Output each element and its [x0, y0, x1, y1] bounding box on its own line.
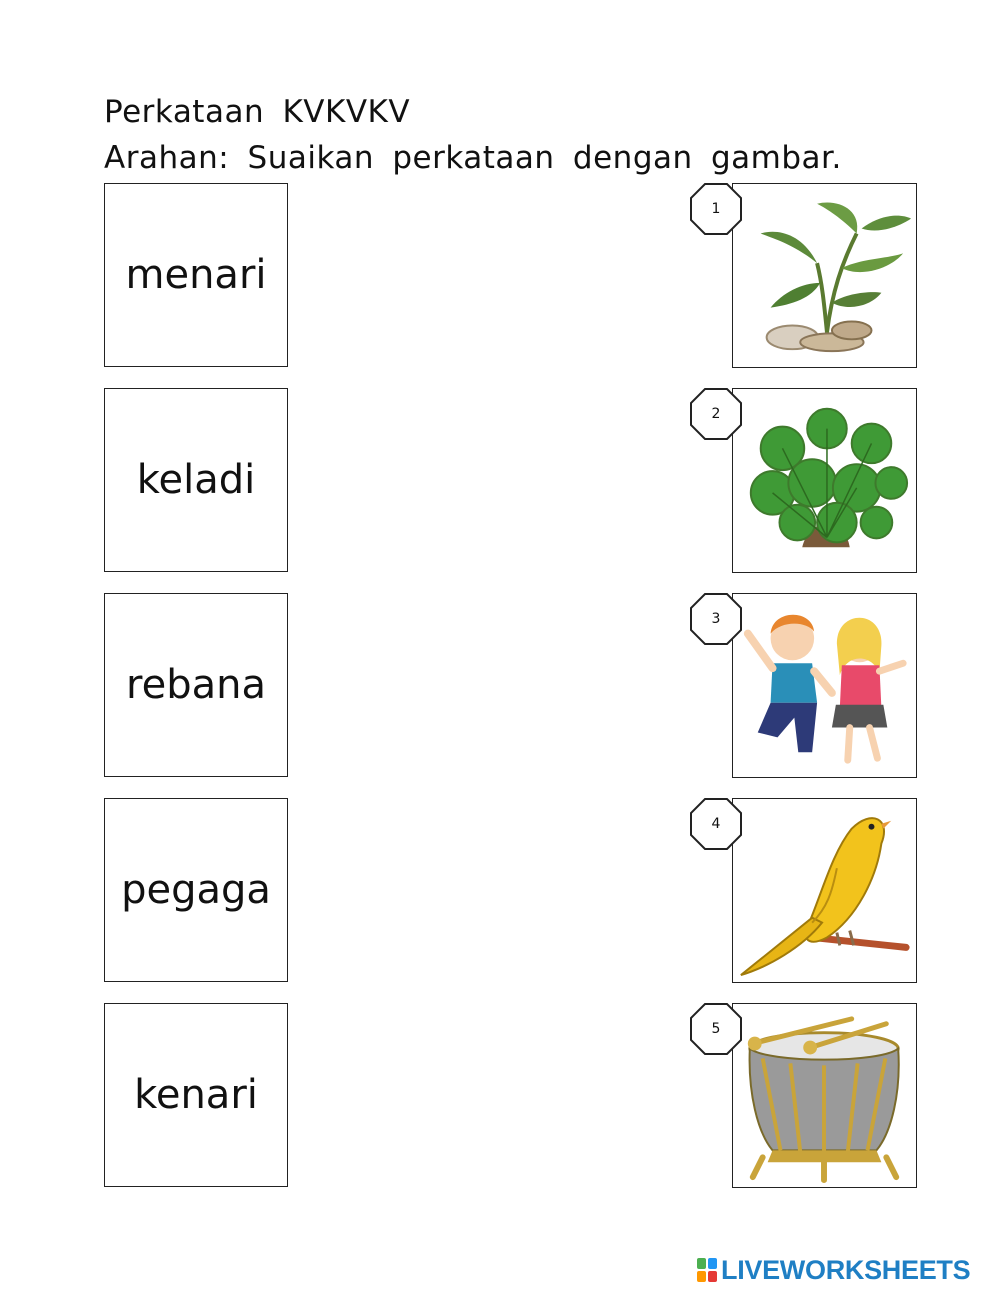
worksheet-title: Perkataan KVKVKV — [104, 94, 411, 130]
dancing-children-icon — [733, 594, 916, 777]
number-badge: 2 — [689, 387, 743, 441]
word-card[interactable]: menari — [104, 183, 288, 367]
word-card[interactable]: keladi — [104, 388, 288, 572]
word-card[interactable]: pegaga — [104, 798, 288, 982]
logo-mark-icon — [697, 1258, 717, 1282]
number-badge: 5 — [689, 1002, 743, 1056]
picture-box-4[interactable] — [732, 798, 917, 983]
word-card[interactable]: kenari — [104, 1003, 288, 1187]
picture-box-5[interactable] — [732, 1003, 917, 1188]
number-badge: 1 — [689, 182, 743, 236]
pegaga-plant-icon — [733, 389, 916, 572]
word-card[interactable]: rebana — [104, 593, 288, 777]
logo-text: LIVEWORKSHEETS — [721, 1254, 971, 1285]
number-badge: 3 — [689, 592, 743, 646]
liveworksheets-logo — [697, 1254, 970, 1286]
taro-plant-icon — [733, 184, 916, 367]
drum-icon — [733, 1004, 916, 1187]
worksheet-instruction: Arahan: Suaikan perkataan dengan gambar. — [104, 140, 842, 176]
canary-bird-icon — [733, 799, 916, 982]
picture-box-3[interactable] — [732, 593, 917, 778]
picture-box-1[interactable] — [732, 183, 917, 368]
picture-box-2[interactable] — [732, 388, 917, 573]
number-badge: 4 — [689, 797, 743, 851]
